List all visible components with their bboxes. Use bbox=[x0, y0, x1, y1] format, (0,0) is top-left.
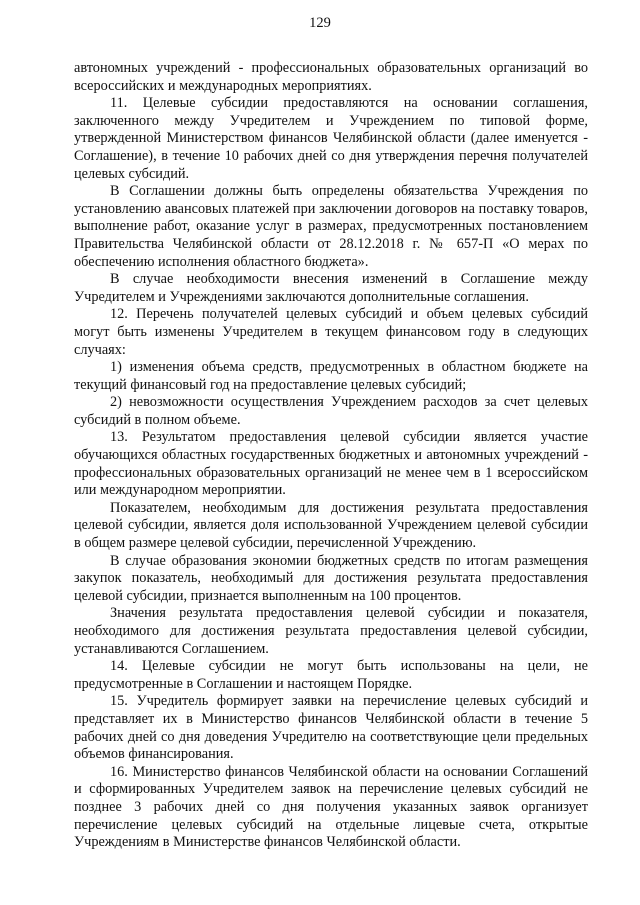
paragraph-additional-agreements: В случае необходимости внесения изменений в Соглашение между Учредителем и Учреждениями заключаются дополнительные соглашения. bbox=[74, 271, 588, 305]
paragraph-clause-14: 14. Целевые субсидии не могут быть использованы на цели, не предусмотренные в Соглашении и настоящем Порядке. bbox=[74, 658, 588, 692]
paragraph-continuation: автономных учреждений - профессиональных образовательных организаций во всероссийских и международных мероприятиях. bbox=[74, 60, 588, 94]
page-number: 129 bbox=[309, 15, 331, 31]
paragraph-clause-15: 15. Учредитель формирует заявки на перечисление целевых субсидий и представляет их в Министерство финансов Челябинской области в течение 5 рабочих дней со дня доведения Учредителю на соответствующие цели предельных объемов финансирования. bbox=[74, 693, 588, 763]
paragraph-case-2: 2) невозможности осуществления Учреждением расходов за счет целевых субсидий в полном объеме. bbox=[74, 394, 588, 428]
document-body bbox=[74, 60, 588, 852]
paragraph-clause-16: 16. Министерство финансов Челябинской области на основании Соглашений и сформированных Учредителем заявок на перечисление целевых субсидий не позднее 3 рабочих дней со дня получения указанных заявок организует перечисление целевых субсидий на отдельные лицевые счета, открытые Учреждениям в Министерстве финансов Челябинской области. bbox=[74, 763, 588, 851]
paragraph-clause-13: 13. Результатом предоставления целевой субсидии является участие обучающихся областных государственных бюджетных и автономных учреждений - профессиональных образовательных организаций не менее чем в 1 всероссийском или международном мероприятии. bbox=[74, 429, 588, 499]
paragraph-case-1: 1) изменения объема средств, предусмотренных в областном бюджете на текущий финансовый год на предоставление целевых субсидий; bbox=[74, 359, 588, 393]
paragraph-indicator: Показателем, необходимым для достижения результата предоставления целевой субсидии, является доля использованной Учреждением целевой субсидии в общем размере целевой субсидии, перечисленной Учреждению. bbox=[74, 499, 588, 552]
paragraph-agreement-obligations: В Соглашении должны быть определены обязательства Учреждения по установлению авансовых платежей при заключении договоров на поставку товаров, выполнение работ, оказание услуг в размерах, предусмотренных постановлением Правительства Челябинской области от 28.12.2018 г. № 657-П «О мерах по обеспечению исполнения областного бюджета». bbox=[74, 183, 588, 270]
paragraph-values: Значения результата предоставления целевой субсидии и показателя, необходимого для достижения результата предоставления целевой субсидии, устанавливаются Соглашением. bbox=[74, 605, 588, 657]
paragraph-clause-12: 12. Перечень получателей целевых субсидий и объем целевых субсидий могут быть изменены Учредителем в текущем финансовом году в следующих случаях: bbox=[74, 306, 588, 358]
paragraph-clause-11: 11. Целевые субсидии предоставляются на основании соглашения, заключенного между Учредителем и Учреждением по типовой форме, утвержденной Министерством финансов Челябинской области (далее именуется - Соглашение), в течение 10 рабочих дней со дня утверждения перечня получателей целевых субсидий. bbox=[74, 95, 588, 182]
paragraph-savings: В случае образования экономии бюджетных средств по итогам размещения закупок показатель, необходимый для достижения результата предоставления целевой субсидии, признается выполненным на 100 процентов. bbox=[74, 552, 588, 604]
